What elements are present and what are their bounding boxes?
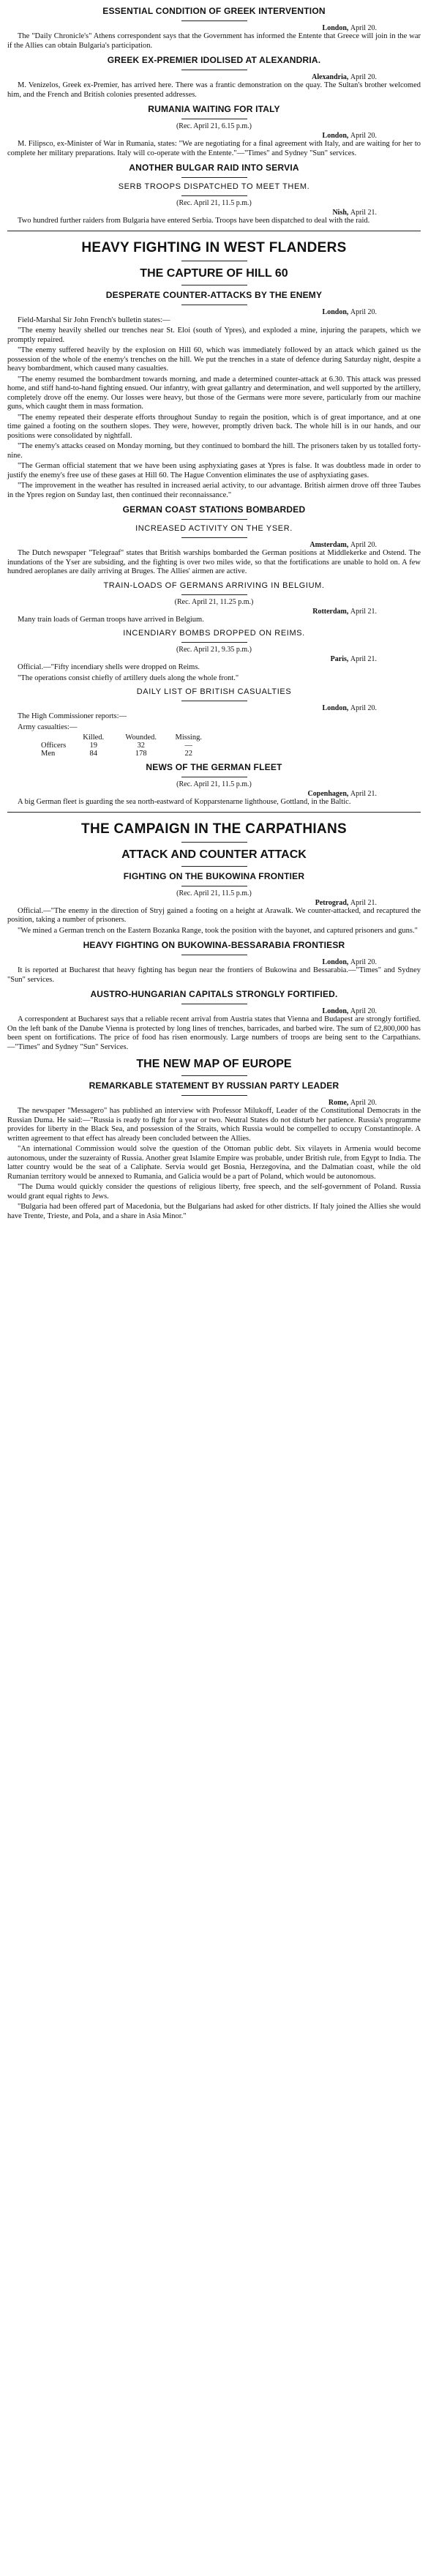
article-subheadline: INCENDIARY BOMBS DROPPED ON REIMS. [123,629,305,638]
divider [181,195,247,196]
place-date-line [7,209,421,217]
received-dateline: (Rec. April 21, 6.15 p.m.) [176,122,252,130]
paragraph: "The operations consist chiefly of artillery duels along the whole front." [18,673,239,682]
place-date-line [7,308,421,316]
paragraph: Official.—"The enemy in the direction of Stryj gained a footing on a height at Arawalk. We counter-attacked, and recaptured the position, taking a number of prisoners. [7,906,421,924]
article-headline: GERMAN COAST STATIONS BOMBARDED [122,504,306,515]
paragraph: "We mined a German trench on the Eastern Bozanka Range, took the position with the bayonet, and captured prisoners and guns." [18,926,418,935]
article-subheadline: SERB TROOPS DISPATCHED TO MEET THEM. [118,182,310,191]
article [7,231,421,501]
casualty-value: 84 [89,750,97,758]
paragraph: Many train loads of German troops have arrived in Belgium. [18,615,204,624]
divider [181,642,247,643]
received-dateline: (Rec. April 21, 11.5 p.m.) [176,889,252,897]
place-name: London, [322,24,349,32]
paragraph: It is reported at Bucharest that heavy fighting has begun near the frontiers of Bukowina and Bessarabia.—"Times" and Sydney "Sun" services. [7,966,421,984]
received-dateline: (Rec. April 21, 11.5 p.m.) [176,199,252,207]
place-name: Alexandria, [312,73,349,81]
paragraph: Field-Marshal Sir John French's bulletin states:— [18,316,170,324]
received-dateline: (Rec. April 21, 11.25 p.m.) [174,597,254,606]
place-name: Petrograd, [315,898,349,907]
paragraph: A big German fleet is guarding the sea north-eastward of Kopparstenarne lighthouse, Gottland, in the Baltic. [18,798,351,806]
place-name: Amsterdam, [309,541,349,549]
place-name: London, [322,958,349,966]
article [7,163,421,226]
casualty-value: 19 [89,742,97,750]
place-date-line [7,541,421,549]
place-name: London, [322,704,349,712]
divider [181,537,247,538]
article-headline: GREEK EX-PREMIER IDOLISED AT ALEXANDRIA. [107,55,321,65]
article-headline: ANOTHER BULGAR RAID INTO SERVIA [129,163,299,173]
casualty-table [41,733,216,758]
casualty-label: Men [41,750,56,758]
place-date-line [7,24,421,32]
article [7,1058,421,1221]
casualty-row [41,750,216,758]
casualty-header: Wounded. [125,733,157,742]
place-date: April 20. [350,541,377,549]
place-date-line [7,132,421,140]
divider [181,842,247,843]
paragraph: The Dutch newspaper "Telegraaf" states that British warships bombarded the German positions at Middlekerke and Ostend. The inundations of the Yser are subsiding, and the fighting is over two miles wide, so that the fortifications are unable to hold on. A few hundred aeroplanes are daily arriving at Bruges. The Allies' airmen are active. [7,549,421,575]
place-name: London, [322,1007,349,1015]
sub-banner-headline: THE CAPTURE OF HILL 60 [140,266,288,280]
article-headline: HEAVY FIGHTING ON BUKOWINA-BESSARABIA FRONTIESR [83,940,345,950]
paragraph: "The enemy suffered heavily by the explosion on Hill 60, which was immediately followed by an attack which gained us the possession of the whole of the enemy's trenches on the hill. We put the trenches in a state of defence during Saturday night, despite a heavy bombardment, which caused many casualties. [7,346,421,373]
divider [181,1075,247,1076]
divider [181,594,247,595]
article-subheadline: TRAIN-LOADS OF GERMANS ARRIVING IN BELGIUM. [103,580,325,590]
place-date: April 20. [350,307,377,316]
article [7,581,421,625]
article-headline: DESPERATE COUNTER-ATTACKS BY THE ENEMY [105,289,323,300]
divider [181,20,247,21]
article-headline: NEWS OF THE GERMAN FLEET [146,762,282,772]
banner-headline: HEAVY FIGHTING IN WEST FLANDERS [81,239,347,255]
paragraph: "An international Commission would solve the question of the Ottoman public debt. Six vilayets in Armenia would become autonomous, under the suzerainty of Russia. Another great Islamite Empire was probable, under British rule, from Egypt to India. The latter country would be the seat of a Caliphate. Servia would get Bosnia, Herzegovina, and the Dalmatian coast, while the old Rumanian territory would be annexed to Rumania, and Galicia would be a part of Poland, which would be autonomous. [7,1145,421,1181]
article-headline: RUMANIA WAITING FOR ITALY [148,104,280,114]
divider [181,519,247,520]
place-date: April 20. [350,958,377,966]
paragraph: Official.—"Fifty incendiary shells were dropped on Reims. [18,663,200,671]
place-date: April 21. [350,790,377,798]
casualty-header: Killed. [83,733,105,742]
paragraph: "The enemy repeated their desperate efforts throughout Sunday to regain the position, which is of great importance, and at one time gained a footing on the southern slopes. They were, however, promptly driven back. The whole hill is in our hands, and our positions were consolidated by nightfall. [7,413,421,440]
article-headline: REMARKABLE STATEMENT BY RUSSIAN PARTY LEADER [89,1080,339,1091]
paragraph: "The improvement in the weather has resulted in increased aerial activity, to our advantage. British airmen drove off three Taubes in the Ypres region on Sunday last, then continued their reconnaissance." [7,482,421,499]
paragraph: Army casualties:— [18,723,78,731]
casualty-value: 22 [184,750,192,758]
place-date: April 20. [350,24,377,32]
paragraph: "The enemy's attacks ceased on Monday morning, but they continued to bombard the hill. The prisoners taken by us totalled forty-nine. [7,442,421,460]
place-date: April 20. [350,704,377,712]
paragraph: The High Commissioner reports:— [18,712,127,720]
article [7,687,421,758]
casualty-value: — [184,742,192,750]
place-date-line [7,1007,421,1015]
casualty-label: Officers [41,742,67,750]
article [7,504,421,577]
place-date-line [7,73,421,81]
paragraph: "The German official statement that we have been using asphyxiating gases at Ypres is false. It was doubtless made in order to justify the enemy's free use of these gases at Hill 60. The Hague Convention eliminates the use of asphyxiating gases. [7,462,421,479]
paragraph: The "Daily Chronicle's" Athens correspondent says that the Government has informed the Entente that Greece will join in the war if the Allies can obtain Bulgaria's participation. [7,32,421,50]
place-date-line [7,704,421,712]
place-date-line [7,899,421,907]
place-date-line [7,790,421,798]
article [7,104,421,158]
newspaper-page [7,0,421,1221]
casualty-value: 32 [137,742,145,750]
article [7,940,421,985]
paragraph: The newspaper "Messagero" has published an interview with Professor Milukoff, Leader of the Constitutional Democrats in the Russian Duma. He said:—"Russia is ready to fight for a year or two. Neutral States do not disturb her patience. Russia's programme provides for liberty in the Black Sea, and possession of the Straits, which Russia would be compelled to occupy Constantinople. A written agreement to that effect has already been concluded between the Allies. [7,1107,421,1143]
article-headline: AUSTRO-HUNGARIAN CAPITALS STRONGLY FORTIFIED. [90,989,338,999]
place-date-line [7,958,421,966]
divider [181,177,247,178]
article-subheadline: DAILY LIST OF BRITISH CASUALTIES [136,687,292,696]
place-date: April 20. [350,1007,377,1015]
received-dateline: (Rec. April 21, 9.35 p.m.) [176,646,252,654]
article-headline: ESSENTIAL CONDITION OF GREEK INTERVENTION [102,6,326,16]
article [7,55,421,100]
article-headline: FIGHTING ON THE BUKOWINA FRONTIER [123,870,305,881]
sub-banner-headline: ATTACK AND COUNTER ATTACK [121,848,307,861]
paragraph: M. Filipsco, ex-Minister of War in Rumania, states: "We are negotiating for a final agreement with Italy, and are waiting for her to complete her military preparations. Italy will co-operate with the Entente."—"Times" and Sydney "Sun" services. [7,140,421,157]
paragraph: M. Venizelos, Greek ex-Premier, has arrived here. There was a frantic demonstration on the quay. The Sultan's brother welcomed him, and the French and British colonies presented addresses. [7,81,421,99]
place-date: April 20. [350,132,377,140]
place-name: Nish, [332,209,349,217]
place-date-line [7,655,421,663]
place-name: Rotterdam, [312,607,349,616]
place-name: Rome, [328,1099,349,1107]
paragraph: "The enemy resumed the bombardment towards morning, and made a determined counter-attack at 6.30. This attack was pressed home, and stiff hand-to-hand fighting ensued. Our infantry, with great gallantry and determination, and well supported by the artillery, completely drove off the enemy. Our losses were heavy, but those of the Germans were more severe, particularly from our machine guns, which caught them in mass formation. [7,375,421,411]
paragraph: Two hundred further raiders from Bulgaria have entered Serbia. Troops have been dispatched to deal with the raid. [18,217,370,225]
place-date: April 21. [350,898,377,907]
paragraph: "Bulgaria had been offered part of Macedonia, but the Bulgarians had asked for other districts. If Italy joined the Allies she would have Trente, Trieste, and Pola, and a share in Asia Minor." [7,1203,421,1220]
article [7,629,421,683]
divider [181,1095,247,1096]
sub-banner-headline: THE NEW MAP OF EUROPE [136,1058,292,1070]
casualty-header: Missing. [175,733,202,742]
place-date: April 20. [350,1099,377,1107]
place-date-line [7,1099,421,1107]
paragraph: "The enemy heavily shelled our trenches near St. Eloi (south of Ypres), and exploded a mine, injuring the parapets, which we promptly repaired. [7,326,421,344]
place-name: Copenhagen, [307,790,349,798]
place-name: London, [322,132,349,140]
article [7,989,421,1052]
article-subheadline: INCREASED ACTIVITY ON THE YSER. [135,524,293,533]
article [7,762,421,807]
paragraph: "The Duma would quickly consider the questions of religious liberty, free speech, and the self-government of Poland. Russia would grant equal rights to Jews. [7,1183,421,1201]
article [7,6,421,51]
casualty-row [41,742,216,750]
divider [7,812,421,813]
received-dateline: (Rec. April 21, 11.5 p.m.) [176,780,252,788]
divider [181,866,247,867]
place-name: London, [322,307,349,316]
place-date: April 21. [350,655,377,663]
casualty-value: 178 [135,750,147,758]
article [7,812,421,936]
place-date: April 20. [350,73,377,81]
place-date: April 21. [350,209,377,217]
banner-headline: THE CAMPAIGN IN THE CARPATHIANS [81,821,347,837]
place-date-line [7,608,421,616]
paragraph: A correspondent at Bucharest says that a reliable recent arrival from Austria states that Vienna and Budapest are strongly fortified. On the left bank of the Danube Vienna is protected by long lines of trenches, barricades, and barbed wire. The sum of £2,800,000 has been spent on fortifications. The price of food has risen enormously. Large numbers of troops are being sent to the Carpathians.—"Times" and Sydney "Sun" Services. [7,1015,421,1051]
place-date: April 21. [350,607,377,616]
place-name: Paris, [330,655,349,663]
